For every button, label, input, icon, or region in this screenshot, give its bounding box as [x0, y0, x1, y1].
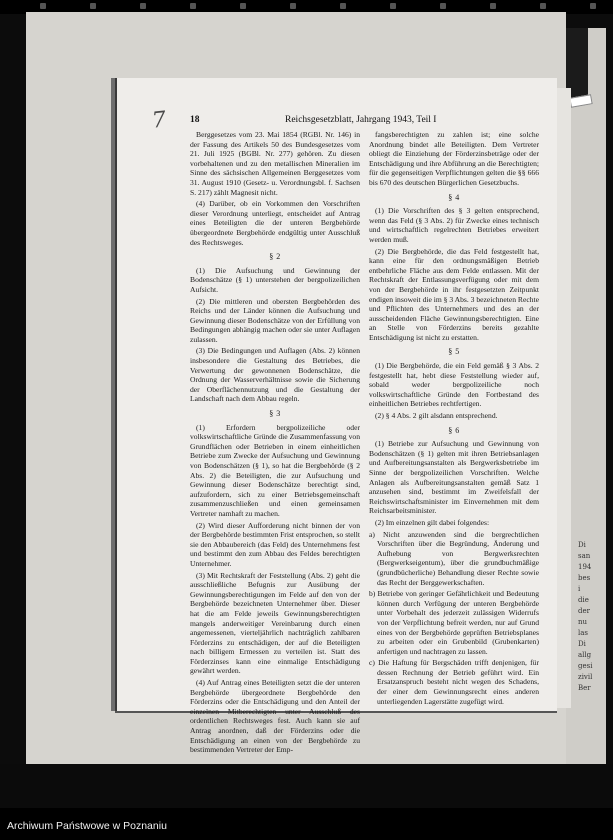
paragraph: (1) Betriebe zur Aufsuchung und Gewinnung von Bodenschätzen (§ 1) gelten mit ihren Betriebsanlagen und Aufbereitungsanstalten als Bergwerksbetriebe im Sinne der bergpolizeilichen Vorschriften. Welche Anlagen als Aufbereitungsanstalten gemäß Satz 1 anzusehen sind, bestimmt im Zweifelsfall der Reichswirtschaftsminister im Einvernehmen mit dem Reichsarbeitsminister. — [369, 439, 539, 516]
paragraph: (2) § 4 Abs. 2 gilt alsdann entsprechend. — [375, 411, 498, 421]
section-heading: § 2 — [269, 252, 281, 262]
pencil-page-mark: 7 — [150, 107, 168, 134]
adjacent-page-fragment: Di — [578, 640, 586, 648]
paragraph: (4) Auf Antrag eines Beteiligten setzt die der unteren Bergbehörde übergeordnete Bergbehörde den Förderzins oder die Entschädigung und den Anteil der einzelnen Mitberechtigten unter Ausschluß des ordentlichen Rechtsweges fest. Auch kann sie auf Antrag anordnen, daß der Förderzins oder die Entschädigung an einen von der Bergbehörde zu bestimmenden Vertreter der Emp- — [190, 678, 360, 755]
section-heading: § 3 — [269, 409, 281, 419]
adjacent-page-fragment: nu — [578, 618, 588, 626]
adjacent-page-fragment: las — [578, 629, 589, 637]
adjacent-page-fragment: die — [578, 596, 589, 604]
adjacent-page-fragment: san — [578, 552, 591, 560]
section-heading: § 4 — [448, 192, 460, 202]
paragraph: (1) Erfordern bergpolizeiliche oder volkswirtschaftliche Gründe die Zusammenfassung von Grundflächen oder Betrieben in einem einheitlichen Betriebe zum Zwecke der Aufsuchung und Gewinnung von Bodenschätzen (§ 1), so hat die Bergbehörde (§ 2 Abs. 2) die Beteiligten, die zur Aufsuchung und Gewinnung dieser Bodenschätze berechtigt sind, aufzufordern, sich zu einer Betriebsgemeinschaft zusammenzuschließen und einen gemeinsamen Vertreter namhaft zu machen. — [190, 422, 360, 518]
section-heading: § 5 — [448, 347, 460, 357]
text-column-left — [190, 130, 360, 757]
section-heading: § 6 — [448, 425, 460, 435]
adjacent-page-fragment: Ber — [578, 684, 591, 692]
list-item: a) Nicht anzuwenden sind die bergrechtlichen Vorschriften über die Begründung, Änderung und Aufhebung von Bergwerksrechten (Bergwerkseigentum), über die grundbuchmäßige (grundbücherliche) Behandlung dieser Rechte sowie das Recht der Berggewerkschaften. — [369, 529, 539, 587]
paragraph: (2) Die mittleren und obersten Bergbehörden des Reichs und der Länder können die Aufsuchung und Gewinnung dieser Bodenschätze von der Erfüllung von Bedingungen abhängig machen oder sie unter Auflagen zulassen. — [190, 296, 360, 344]
adjacent-page-text — [578, 540, 604, 694]
page-title: Reichsgesetzblatt, Jahrgang 1943, Teil I — [285, 115, 437, 125]
list-item: c) Die Haftung für Bergschäden trifft denjenigen, für dessen Rechnung der Betrieb geführt wird. Ein Ersatzanspruch besteht nicht wegen des Schadens, der einer dem Gewinnungsrecht eines anderen unterliegenden Lagerstätte zugefügt wird. — [369, 658, 539, 706]
paragraph: (2) Die Bergbehörde, die das Feld festgestellt hat, kann eine für den ordnungsmäßigen Betrieb entbehrliche Fläche aus dem Felde entlassen. Mit der Rechtskraft der Entlassungsverfügung oder mit dem von der Bergbehörde in ihr festgesetzten Zeitpunkt endigen insoweit die im § 3 Abs. 3 bezeichneten Rechte und Pflichten des Unternehmers und des an der ausscheidenden Fläche Gewinnungsberechtigten. Eine an Stelle von Förderzins bereits gezahlte Entschädigung ist nicht zu erstatten. — [369, 246, 539, 342]
paragraph: (3) Mit Rechtskraft der Feststellung (Abs. 2) geht die ausschließliche Befugnis zur Ausübung der Gewinnungsberechtigungen im Felde auf den von der Bergbehörde bezeichneten Unternehmer über. Dieser hat die am Felde jeweils Gewinnungsberechtigten mangels anderweitiger Vereinbarung durch einen angemessenen, vierteljährlich nachträglich zahlbaren Förderzins zu entschädigen, der auf die Beteiligten nach billigem Ermessen zu verteilen ist. Statt des Förderzinses kann eine einmalige Entschädigung gewährt werden. — [190, 570, 360, 676]
adjacent-page-fragment: zivil — [578, 673, 593, 681]
paragraph: (3) Die Bedingungen und Auflagen (Abs. 2) können insbesondere die Gestaltung des Betriebes, die Verwertung der gewonnenen Bodenschätze, die Ordnung der Wasserverhältnisse sowie die Sicherung der Oberflächennutzung und die Gestaltung der Landschaft nach dem Abbau regeln. — [190, 346, 360, 404]
adjacent-page-fragment: der — [578, 607, 590, 615]
adjacent-page-fragment: bes — [578, 574, 591, 582]
adjacent-page-fragment: gesi — [578, 662, 593, 670]
paragraph: fangsberechtigten zu zahlen ist; eine solche Anordnung bindet alle Beteiligten. Dem Vertreter obliegt die Einziehung der Förderzinsbeträge oder der Entschädigung und ihre Abführung an die Berechtigten; für die gegenseitigen Verpflichtungen gelten die §§ 666 bis 670 des deutschen Bürgerlichen Gesetzbuchs. — [369, 130, 539, 187]
paragraph: (2) Im einzelnen gilt dabei folgendes: — [375, 517, 490, 527]
paragraph: (2) Wird dieser Aufforderung nicht binnen der von der Bergbehörde bestimmten Frist entsprochen, so stellt sie den Abbaubereich (das Feld) des Unternehmens fest und bestimmt den zum Abbau des Feldes berechtigten Unternehmer. — [190, 520, 360, 568]
text-column-right — [369, 130, 539, 708]
adjacent-page-fragment: allg — [578, 651, 592, 659]
paragraph: (1) Die Aufsuchung und Gewinnung der Bodenschätze (§ 1) unterstehen der bergpolizeilichen Aufsicht. — [190, 265, 360, 294]
paragraph: Berggesetzes vom 23. Mai 1854 (RGBl. Nr. 146) in der Fassung des Artikels 50 des Bundesgesetzes vom 21. Juli 1925 (BGBl. Nr. 277) gehören. Zu diesen vorbehaltenen und zu den metallischen Mineralien im Sinne des sächsischen Allgemeinen Berggesetzes vom 31. August 1910 (Gesetz- u. Verordnungsbl. f. Sachsen S. 217) zählt Magnesit nicht. — [190, 130, 360, 197]
list-item: b) Betriebe von geringer Gefährlichkeit und Bedeutung können durch Verfügung der unteren Bergbehörde unter Vorbehalt des jederzeit zulässigen Widerrufs von der Verpflichtung befreit werden, nur auf Grund eines von der Bergbehörde geprüften Betriebsplanes zu arbeiten oder ein Grubenbild (Grubenkarten) anfertigen und nachtragen zu lassen. — [369, 589, 539, 656]
film-bottom-border — [0, 764, 613, 808]
adjacent-page-fragment: 194 — [578, 563, 592, 571]
adjacent-page-fragment: i — [578, 585, 581, 593]
paragraph: (1) Die Vorschriften des § 3 gelten entsprechend, wenn das Feld (§ 3 Abs. 2) für Zwecke eines technisch und wirtschaftlich regelrechten Betriebes erweitert werden muß. — [369, 206, 539, 244]
archive-name: Archiwum Państwowe w Poznaniu — [7, 820, 167, 832]
adjacent-page-fragment: Di — [578, 541, 586, 549]
paragraph: (4) Darüber, ob ein Vorkommen den Vorschriften dieser Verordnung unterliegt, entscheidet auf Antrag eines Beteiligten die der unteren Bergbehörde übergeordnete Bergbehörde endgültig unter Ausschluß des Rechtsweges. — [190, 199, 360, 247]
page-number: 18 — [190, 115, 200, 125]
paragraph: (1) Die Bergbehörde, die ein Feld gemäß § 3 Abs. 2 festgestellt hat, hebt diese Feststellung wieder auf, sobald weder bergpolizeiliche noch volkswirtschaftliche Gründe den Fortbestand des einheitlichen Betriebes rechtfertigen. — [369, 361, 539, 409]
